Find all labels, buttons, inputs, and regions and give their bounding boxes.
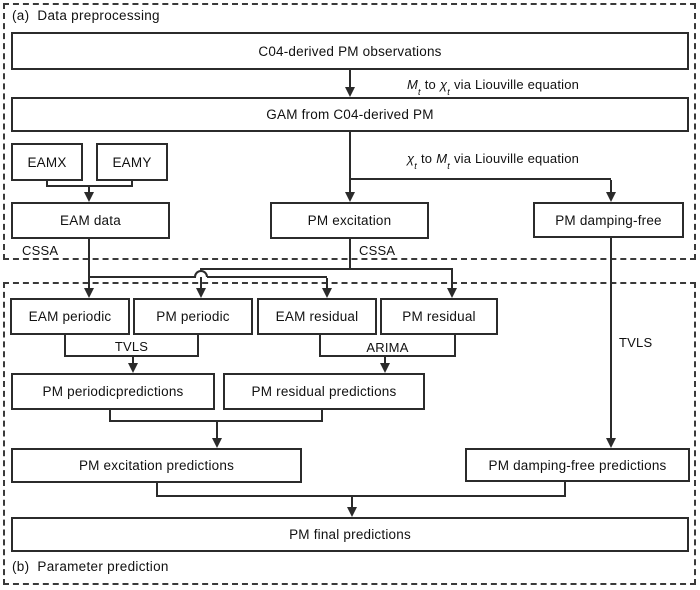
section-b-label	[12, 559, 169, 574]
line-to-pm-periodic	[200, 277, 202, 288]
subscript: t	[447, 160, 450, 171]
label-arima-bracket: ARIMA	[366, 340, 409, 355]
merge2-arrow-stub	[351, 497, 353, 507]
arrowhead-into-eam-periodic	[84, 288, 94, 298]
label-m-to-chi	[407, 77, 580, 97]
arrowhead-into-eam-residual	[322, 288, 332, 298]
subscript: t	[414, 160, 417, 171]
box-eam-periodic: EAM periodic	[10, 298, 130, 335]
symbol-chi: χ	[439, 77, 448, 92]
arrowhead-into-pm-residual	[447, 288, 457, 298]
box-pm-residual: PM residual	[380, 298, 498, 335]
arrowhead-into-periodic-predictions	[128, 363, 138, 373]
box-pm-damping-free-predictions: PM damping-free predictions	[465, 448, 690, 482]
label-tvls-bracket: TVLS	[114, 339, 149, 354]
label-cssa-right: CSSA	[359, 243, 396, 258]
arrowhead-into-damping-free-predictions	[606, 438, 616, 448]
box-eamx: EAMX	[11, 143, 83, 181]
box-pm-final-predictions: PM final predictions	[11, 517, 689, 552]
line-eam-branch-left	[88, 276, 196, 278]
box-pm-damping-free: PM damping-free	[533, 202, 684, 238]
box-pm-residual-predictions: PM residual predictions	[223, 373, 425, 410]
box-gam: GAM from C04-derived PM	[11, 97, 689, 132]
merge2-bottom	[156, 495, 566, 497]
line-hop-arch	[194, 270, 208, 277]
line-to-eam-residual	[326, 278, 328, 288]
arrowhead-into-pm-excitation	[345, 192, 355, 202]
line-obs-to-gam	[349, 70, 351, 87]
arrowhead-into-gam	[345, 87, 355, 97]
box-eam-data: EAM data	[11, 202, 170, 239]
symbol-chi: χ	[407, 151, 415, 166]
label-cssa-left: CSSA	[22, 243, 59, 258]
label-tvls-right: TVLS	[619, 335, 653, 350]
line-to-pm-residual	[451, 270, 453, 288]
box-pm-excitation-predictions: PM excitation predictions	[11, 448, 302, 483]
symbol-m: M	[436, 151, 448, 166]
subscript: t	[418, 86, 421, 97]
arrowhead-into-residual-predictions	[380, 363, 390, 373]
symbol-m: M	[407, 77, 419, 92]
subscript: t	[447, 86, 450, 97]
arrowhead-into-pm-damping-free	[606, 192, 616, 202]
label-mid: to	[421, 151, 433, 166]
line-eam-branch-right	[207, 276, 327, 278]
box-pm-periodic-predictions: PM periodicpredictions	[11, 373, 215, 410]
box-c04-observations: C04-derived PM observations	[11, 32, 689, 70]
label-tail: via Liouville equation	[453, 151, 580, 166]
line-gam-down	[349, 132, 351, 180]
section-b-marker: (b)	[12, 559, 30, 574]
box-pm-periodic: PM periodic	[133, 298, 253, 335]
label-chi-to-m	[407, 151, 580, 171]
line-pmexcitation-down	[349, 239, 351, 270]
line-damping-free-down	[610, 238, 612, 438]
line-eamdata-down	[88, 239, 90, 288]
box-eam-residual: EAM residual	[257, 298, 377, 335]
section-a-title: Data preprocessing	[37, 8, 160, 23]
section-b-title: Parameter prediction	[37, 559, 169, 574]
arrowhead-into-final-predictions	[347, 507, 357, 517]
section-a-marker: (a)	[12, 8, 30, 23]
arrowhead-into-eam-data	[84, 192, 94, 202]
arima-bracket-bottom	[319, 355, 456, 357]
arrowhead-into-excitation-predictions	[212, 438, 222, 448]
section-a-label	[12, 8, 160, 23]
line-pm-branch-horizontal	[200, 268, 453, 270]
label-mid: to	[424, 77, 436, 92]
line-split-horizontal	[349, 178, 611, 180]
arrowhead-into-pm-periodic	[196, 288, 206, 298]
merge1-arrow-stub	[216, 422, 218, 438]
box-pm-excitation: PM excitation	[270, 202, 429, 239]
box-eamy: EAMY	[96, 143, 168, 181]
label-tail: via Liouville equation	[453, 77, 580, 92]
